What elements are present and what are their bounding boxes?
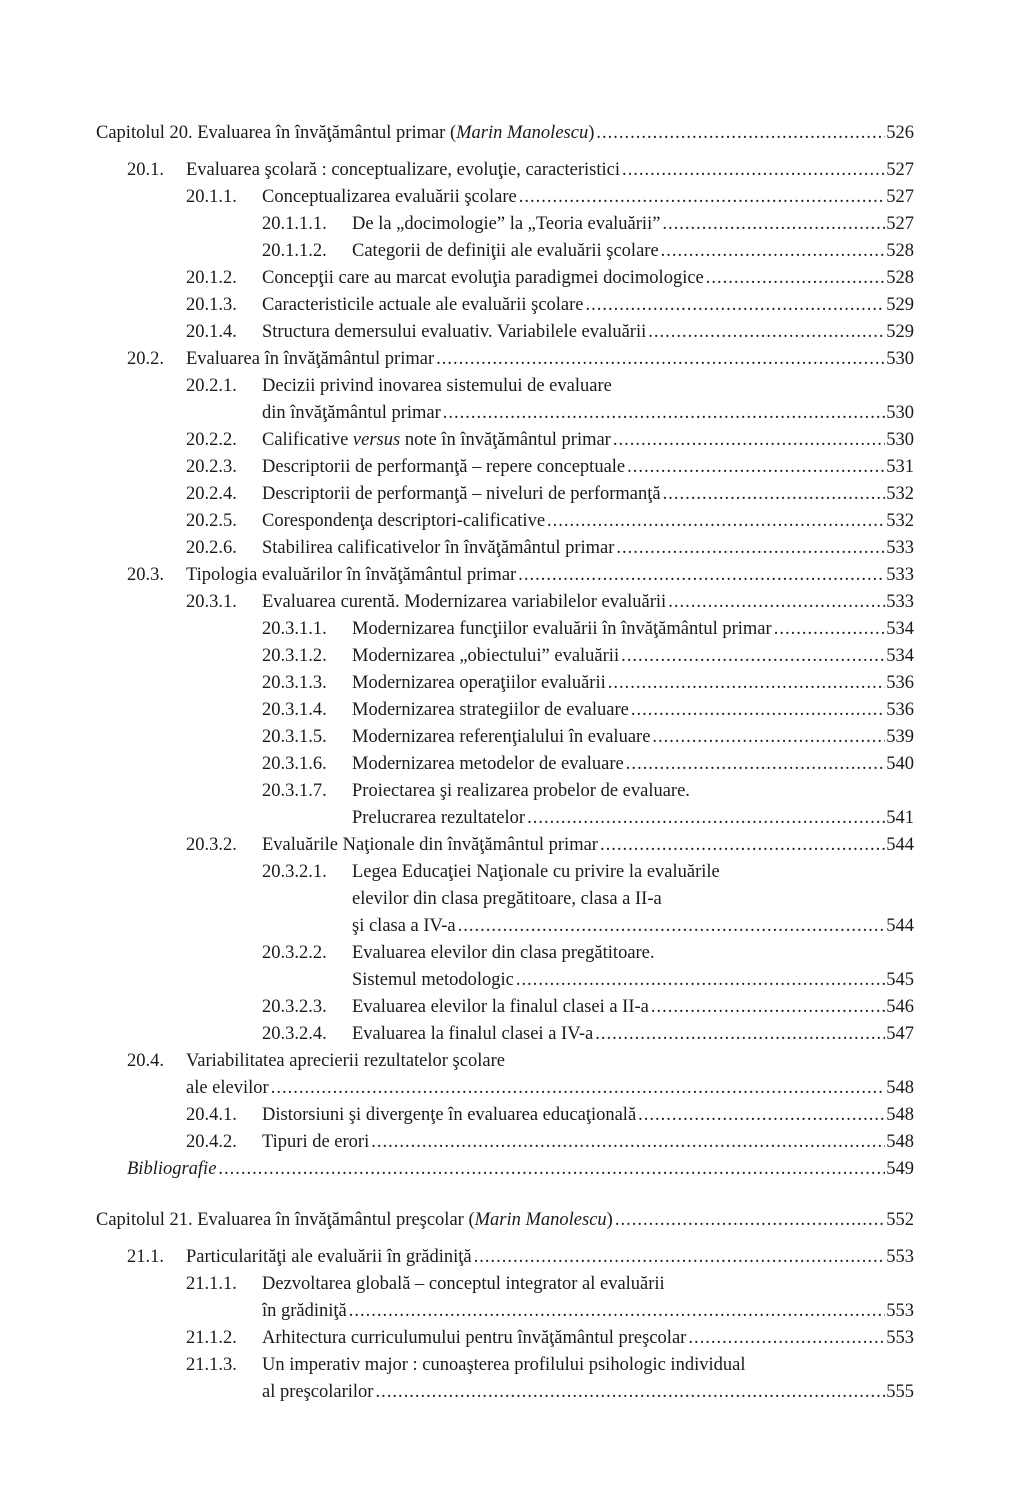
title-text: Evaluarea în învăţământul primar bbox=[186, 349, 435, 369]
toc-entry-number: 20.1.3. bbox=[186, 295, 237, 315]
toc-entry bbox=[96, 1379, 914, 1406]
toc-entry-title bbox=[96, 120, 594, 147]
toc-entry-number: 20.3.2.4. bbox=[262, 1024, 327, 1044]
title-text: Capitolul 20. Evaluarea în învăţământul primar ( bbox=[96, 123, 457, 143]
toc-page-number: 527 bbox=[886, 187, 914, 207]
toc-entry bbox=[96, 319, 914, 346]
toc-entry-number: 21.1. bbox=[127, 1247, 164, 1267]
title-text: Caracteristicile actuale ale evaluării şcolare bbox=[262, 295, 584, 315]
toc-entry-title bbox=[186, 1075, 269, 1102]
toc-entry-number: 20.1.4. bbox=[186, 322, 237, 342]
toc-page-number: 539 bbox=[886, 727, 914, 747]
toc-entry-title bbox=[262, 1352, 745, 1379]
toc-entry-title bbox=[262, 1102, 636, 1129]
title-text: Legea Educaţiei Naţionale cu privire la evaluările bbox=[352, 862, 720, 882]
dot-leader bbox=[772, 616, 886, 643]
dot-leader bbox=[441, 400, 885, 427]
dot-leader bbox=[646, 319, 885, 346]
dot-leader bbox=[216, 1156, 885, 1183]
toc-entry bbox=[96, 1298, 914, 1325]
toc-page-number: 555 bbox=[886, 1382, 914, 1402]
toc-entry-number: 20.3.1. bbox=[186, 592, 237, 612]
title-text: elevilor din clasa pregătitoare, clasa a II-a bbox=[352, 889, 662, 909]
toc-page-number: 528 bbox=[886, 268, 914, 288]
toc-entry bbox=[96, 967, 914, 994]
title-text: Stabilirea calificativelor în învăţământul primar bbox=[262, 538, 615, 558]
title-text: Corespondenţa descriptori-calificative bbox=[262, 511, 546, 531]
toc-entry-title bbox=[262, 481, 661, 508]
toc-page-number: 534 bbox=[886, 646, 914, 666]
dot-leader bbox=[517, 184, 886, 211]
toc-entry-number: 20.3.2.2. bbox=[262, 943, 327, 963]
toc-page-number: 545 bbox=[886, 970, 914, 990]
toc-entry bbox=[96, 508, 914, 535]
title-text: din învăţământul primar bbox=[262, 403, 441, 423]
toc-entry-number: 20.2.2. bbox=[186, 430, 237, 450]
title-text: Conceptualizarea evaluării şcolare bbox=[262, 187, 517, 207]
italic-text: Marin Manolescu bbox=[456, 123, 589, 143]
toc-entry-title bbox=[352, 913, 456, 940]
toc-entry bbox=[96, 805, 914, 832]
toc-page-number: 527 bbox=[886, 160, 914, 180]
toc-page-number: 553 bbox=[886, 1301, 914, 1321]
title-text: Variabilitatea aprecierii rezultatelor şcolare bbox=[186, 1051, 505, 1071]
toc-entry-number: 20.3.2. bbox=[186, 835, 237, 855]
title-text: şi clasa a IV-a bbox=[352, 916, 456, 936]
title-text: Evaluarea şcolară : conceptualizare, evoluţie, caracteristici bbox=[186, 160, 620, 180]
toc-entry bbox=[96, 1352, 914, 1379]
toc-page-number: 548 bbox=[886, 1078, 914, 1098]
toc-page-number: 532 bbox=[886, 511, 914, 531]
toc-bibliography-entry bbox=[96, 1156, 914, 1183]
toc-entry-number: 20.2.1. bbox=[186, 376, 237, 396]
title-text: ) bbox=[588, 123, 595, 143]
toc-page-number: 548 bbox=[886, 1132, 914, 1152]
toc-chapter-entry bbox=[96, 1207, 914, 1234]
toc-entry-title bbox=[352, 778, 690, 805]
title-text: ) bbox=[606, 1210, 613, 1230]
toc-entry-title bbox=[352, 616, 772, 643]
toc-entry bbox=[96, 400, 914, 427]
toc-page-number: 536 bbox=[886, 673, 914, 693]
dot-leader bbox=[593, 1021, 885, 1048]
dot-leader bbox=[629, 697, 885, 724]
toc-entry-number: 20.3. bbox=[127, 565, 164, 585]
dot-leader bbox=[620, 157, 885, 184]
toc-page-number: 553 bbox=[886, 1328, 914, 1348]
dot-leader bbox=[666, 589, 885, 616]
toc-entry-title bbox=[352, 886, 662, 913]
toc-entry bbox=[96, 751, 914, 778]
toc-entry-number: 20.3.2.1. bbox=[262, 862, 327, 882]
toc-entry bbox=[96, 346, 914, 373]
dot-leader bbox=[347, 1298, 885, 1325]
toc-entry-title bbox=[352, 859, 720, 886]
toc-entry bbox=[96, 1271, 914, 1298]
toc-page-number: 544 bbox=[886, 835, 914, 855]
title-text: Categorii de definiţii ale evaluării şcolare bbox=[352, 241, 659, 261]
title-text: Dezvoltarea globală – conceptul integrator al evaluării bbox=[262, 1274, 665, 1294]
dot-leader bbox=[373, 1379, 885, 1406]
toc-entry-number: 20.3.2.3. bbox=[262, 997, 327, 1017]
toc-entry bbox=[96, 940, 914, 967]
title-text: Prelucrarea rezultatelor bbox=[352, 808, 526, 828]
toc-entry bbox=[96, 211, 914, 238]
toc-entry bbox=[96, 238, 914, 265]
dot-leader bbox=[545, 508, 885, 535]
dot-leader bbox=[636, 1102, 885, 1129]
toc-entry bbox=[96, 994, 914, 1021]
toc-entry-number: 20.1. bbox=[127, 160, 164, 180]
toc-entry-title bbox=[96, 1207, 613, 1234]
toc-entry-number: 20.2.5. bbox=[186, 511, 237, 531]
title-text: Modernizarea operaţiilor evaluării bbox=[352, 673, 606, 693]
dot-leader bbox=[269, 1075, 886, 1102]
dot-leader bbox=[594, 120, 885, 147]
toc-entry-title bbox=[262, 508, 545, 535]
toc-entry bbox=[96, 1021, 914, 1048]
dot-leader bbox=[686, 1325, 885, 1352]
toc-page-number: 529 bbox=[886, 322, 914, 342]
toc-entry-title bbox=[352, 211, 660, 238]
toc-entry-title bbox=[352, 1021, 593, 1048]
toc-entry-title bbox=[352, 994, 649, 1021]
toc-entry-title bbox=[262, 832, 598, 859]
dot-leader bbox=[613, 1207, 885, 1234]
table-of-contents bbox=[96, 120, 914, 1406]
toc-entry-title bbox=[262, 1271, 665, 1298]
title-text: Sistemul metodologic bbox=[352, 970, 514, 990]
toc-entry-title bbox=[262, 265, 704, 292]
title-text: Evaluările Naţionale din învăţământul primar bbox=[262, 835, 598, 855]
toc-entry bbox=[96, 427, 914, 454]
dot-leader bbox=[614, 535, 885, 562]
title-text: Modernizarea metodelor de evaluare bbox=[352, 754, 624, 774]
toc-entry bbox=[96, 157, 914, 184]
toc-entry-title bbox=[262, 184, 517, 211]
title-text: Decizii privind inovarea sistemului de evaluare bbox=[262, 376, 612, 396]
toc-entry-title bbox=[262, 1129, 369, 1156]
toc-chapter-entry bbox=[96, 120, 914, 147]
dot-leader bbox=[525, 805, 885, 832]
toc-entry-title bbox=[186, 1048, 505, 1075]
title-text: Tipologia evaluărilor în învăţământul primar bbox=[186, 565, 517, 585]
toc-entry-title bbox=[186, 562, 516, 589]
toc-page-number: 548 bbox=[886, 1105, 914, 1125]
toc-entry bbox=[96, 1048, 914, 1075]
toc-page-number: 530 bbox=[886, 349, 914, 369]
toc-entry-number: 20.3.1.7. bbox=[262, 781, 327, 801]
toc-entry-title bbox=[352, 670, 606, 697]
dot-leader bbox=[650, 724, 885, 751]
toc-entry-number: 20.3.1.1. bbox=[262, 619, 327, 639]
toc-page-number: 533 bbox=[886, 538, 914, 558]
toc-entry-title bbox=[262, 1379, 373, 1406]
toc-entry-title bbox=[352, 697, 629, 724]
toc-page-number: 547 bbox=[886, 1024, 914, 1044]
toc-entry-number: 20.1.1.1. bbox=[262, 214, 327, 234]
title-text: Distorsiuni şi divergenţe în evaluarea educaţională bbox=[262, 1105, 637, 1125]
dot-leader bbox=[625, 454, 885, 481]
toc-entry-number: 20.3.1.4. bbox=[262, 700, 327, 720]
toc-entry-number: 20.4.1. bbox=[186, 1105, 237, 1125]
toc-entry-number: 21.1.3. bbox=[186, 1355, 237, 1375]
toc-page-number: 526 bbox=[886, 123, 914, 143]
toc-entry-title bbox=[186, 346, 434, 373]
toc-page-number: 549 bbox=[886, 1159, 914, 1179]
title-text: Evaluarea elevilor la finalul clasei a II-a bbox=[352, 997, 649, 1017]
toc-entry-title bbox=[352, 940, 655, 967]
toc-entry bbox=[96, 859, 914, 886]
title-text: Modernizarea strategiilor de evaluare bbox=[352, 700, 629, 720]
toc-entry bbox=[96, 589, 914, 616]
dot-leader bbox=[456, 913, 886, 940]
toc-entry bbox=[96, 265, 914, 292]
dot-leader bbox=[584, 292, 886, 319]
dot-leader bbox=[472, 1244, 886, 1271]
toc-entry bbox=[96, 643, 914, 670]
toc-entry-number: 20.3.1.6. bbox=[262, 754, 327, 774]
toc-entry-title bbox=[262, 373, 612, 400]
toc-entry-number: 20.2. bbox=[127, 349, 164, 369]
toc-page-number: 544 bbox=[886, 916, 914, 936]
title-text: Modernizarea referenţialului în evaluare bbox=[352, 727, 651, 747]
title-text: în grădiniţă bbox=[262, 1301, 347, 1321]
dot-leader bbox=[649, 994, 885, 1021]
toc-entry-number: 20.4. bbox=[127, 1051, 164, 1071]
toc-entry-number: 20.2.6. bbox=[186, 538, 237, 558]
toc-entry bbox=[96, 535, 914, 562]
toc-page-number: 533 bbox=[886, 592, 914, 612]
toc-entry-number: 20.3.1.2. bbox=[262, 646, 327, 666]
dot-leader bbox=[704, 265, 885, 292]
title-text: Modernizarea „obiectului” evaluării bbox=[352, 646, 620, 666]
toc-page-number: 529 bbox=[886, 295, 914, 315]
toc-entry bbox=[96, 913, 914, 940]
toc-entry bbox=[96, 1129, 914, 1156]
title-text: ale elevilor bbox=[186, 1078, 269, 1098]
toc-entry bbox=[96, 1102, 914, 1129]
dot-leader bbox=[606, 670, 886, 697]
dot-leader bbox=[661, 481, 886, 508]
title-text: Evaluarea elevilor din clasa pregătitoare. bbox=[352, 943, 655, 963]
toc-entry-title bbox=[127, 1156, 216, 1183]
toc-entry-number: 20.1.1.2. bbox=[262, 241, 327, 261]
toc-page-number: 552 bbox=[886, 1210, 914, 1230]
toc-entry bbox=[96, 1244, 914, 1271]
toc-entry bbox=[96, 670, 914, 697]
toc-page-number: 532 bbox=[886, 484, 914, 504]
toc-entry bbox=[96, 373, 914, 400]
toc-page-number: 546 bbox=[886, 997, 914, 1017]
toc-entry bbox=[96, 292, 914, 319]
toc-page-number: 530 bbox=[886, 430, 914, 450]
toc-entry bbox=[96, 724, 914, 751]
italic-text: Bibliografie bbox=[127, 1159, 217, 1179]
title-text: Modernizarea funcţiilor evaluării în învăţământul primar bbox=[352, 619, 772, 639]
title-text: Descriptorii de performanţă – repere conceptuale bbox=[262, 457, 626, 477]
toc-entry-number: 20.2.3. bbox=[186, 457, 237, 477]
toc-entry-title bbox=[262, 454, 625, 481]
title-text: Evaluarea la finalul clasei a IV-a bbox=[352, 1024, 594, 1044]
title-text: Structura demersului evaluativ. Variabilele evaluării bbox=[262, 322, 647, 342]
toc-entry bbox=[96, 1075, 914, 1102]
dot-leader bbox=[434, 346, 885, 373]
toc-entry bbox=[96, 616, 914, 643]
dot-leader bbox=[598, 832, 885, 859]
dot-leader bbox=[624, 751, 886, 778]
dot-leader bbox=[619, 643, 885, 670]
toc-entry-number: 21.1.2. bbox=[186, 1328, 237, 1348]
toc-entry bbox=[96, 886, 914, 913]
toc-page-number: 534 bbox=[886, 619, 914, 639]
toc-page-number: 536 bbox=[886, 700, 914, 720]
title-text: Concepţii care au marcat evoluţia paradigmei docimologice bbox=[262, 268, 704, 288]
title-text: Descriptorii de performanţă – niveluri de performanţă bbox=[262, 484, 661, 504]
toc-entry bbox=[96, 778, 914, 805]
toc-entry-number: 20.3.1.5. bbox=[262, 727, 327, 747]
title-text: Proiectarea şi realizarea probelor de evaluare. bbox=[352, 781, 690, 801]
toc-entry-title bbox=[352, 751, 624, 778]
toc-page-number: 540 bbox=[886, 754, 914, 774]
toc-entry-title bbox=[352, 238, 659, 265]
toc-entry-title bbox=[262, 535, 614, 562]
toc-entry-number: 20.3.1.3. bbox=[262, 673, 327, 693]
toc-page-number: 527 bbox=[886, 214, 914, 234]
toc-page-number: 541 bbox=[886, 808, 914, 828]
dot-leader bbox=[611, 427, 885, 454]
toc-entry-title bbox=[262, 427, 611, 454]
toc-page-number: 533 bbox=[886, 565, 914, 585]
title-text: note în învăţământul primar bbox=[400, 430, 611, 450]
italic-text: Marin Manolescu bbox=[474, 1210, 607, 1230]
toc-entry bbox=[96, 832, 914, 859]
toc-page-number: 553 bbox=[886, 1247, 914, 1267]
dot-leader bbox=[369, 1129, 885, 1156]
toc-page-number: 530 bbox=[886, 403, 914, 423]
title-text: De la „docimologie” la „Teoria evaluării” bbox=[352, 214, 661, 234]
toc-entry bbox=[96, 184, 914, 211]
toc-entry bbox=[96, 697, 914, 724]
toc-entry-title bbox=[262, 1298, 347, 1325]
toc-entry-title bbox=[186, 157, 620, 184]
toc-entry-title bbox=[262, 292, 584, 319]
toc-entry-title bbox=[262, 1325, 686, 1352]
toc-page-number: 531 bbox=[886, 457, 914, 477]
italic-text: versus bbox=[352, 430, 401, 450]
toc-page-number: 528 bbox=[886, 241, 914, 261]
toc-entry bbox=[96, 562, 914, 589]
toc-entry-title bbox=[352, 967, 514, 994]
dot-leader bbox=[659, 238, 886, 265]
title-text: Particularităţi ale evaluării în grădiniţă bbox=[186, 1247, 472, 1267]
toc-entry-title bbox=[352, 643, 619, 670]
toc-entry-title bbox=[262, 400, 441, 427]
dot-leader bbox=[516, 562, 885, 589]
toc-entry-title bbox=[262, 319, 646, 346]
title-text: al preşcolarilor bbox=[262, 1382, 374, 1402]
title-text: Capitolul 21. Evaluarea în învăţământul preşcolar ( bbox=[96, 1210, 475, 1230]
title-text: Evaluarea curentă. Modernizarea variabilelor evaluării bbox=[262, 592, 667, 612]
dot-leader bbox=[660, 211, 885, 238]
toc-entry bbox=[96, 1325, 914, 1352]
toc-entry-title bbox=[352, 724, 650, 751]
dot-leader bbox=[514, 967, 885, 994]
toc-entry-title bbox=[186, 1244, 472, 1271]
toc-entry-title bbox=[352, 805, 525, 832]
toc-entry-title bbox=[262, 589, 666, 616]
toc-entry bbox=[96, 481, 914, 508]
title-text: Arhitectura curriculumului pentru învăţământul preşcolar bbox=[262, 1328, 687, 1348]
toc-entry-number: 20.2.4. bbox=[186, 484, 237, 504]
toc-entry-number: 21.1.1. bbox=[186, 1274, 237, 1294]
title-text: Tipuri de erori bbox=[262, 1132, 370, 1152]
title-text: Calificative bbox=[262, 430, 353, 450]
toc-entry bbox=[96, 454, 914, 481]
title-text: Un imperativ major : cunoaşterea profilului psihologic individual bbox=[262, 1355, 746, 1375]
toc-entry-number: 20.1.2. bbox=[186, 268, 237, 288]
toc-entry-number: 20.1.1. bbox=[186, 187, 237, 207]
toc-entry-number: 20.4.2. bbox=[186, 1132, 237, 1152]
